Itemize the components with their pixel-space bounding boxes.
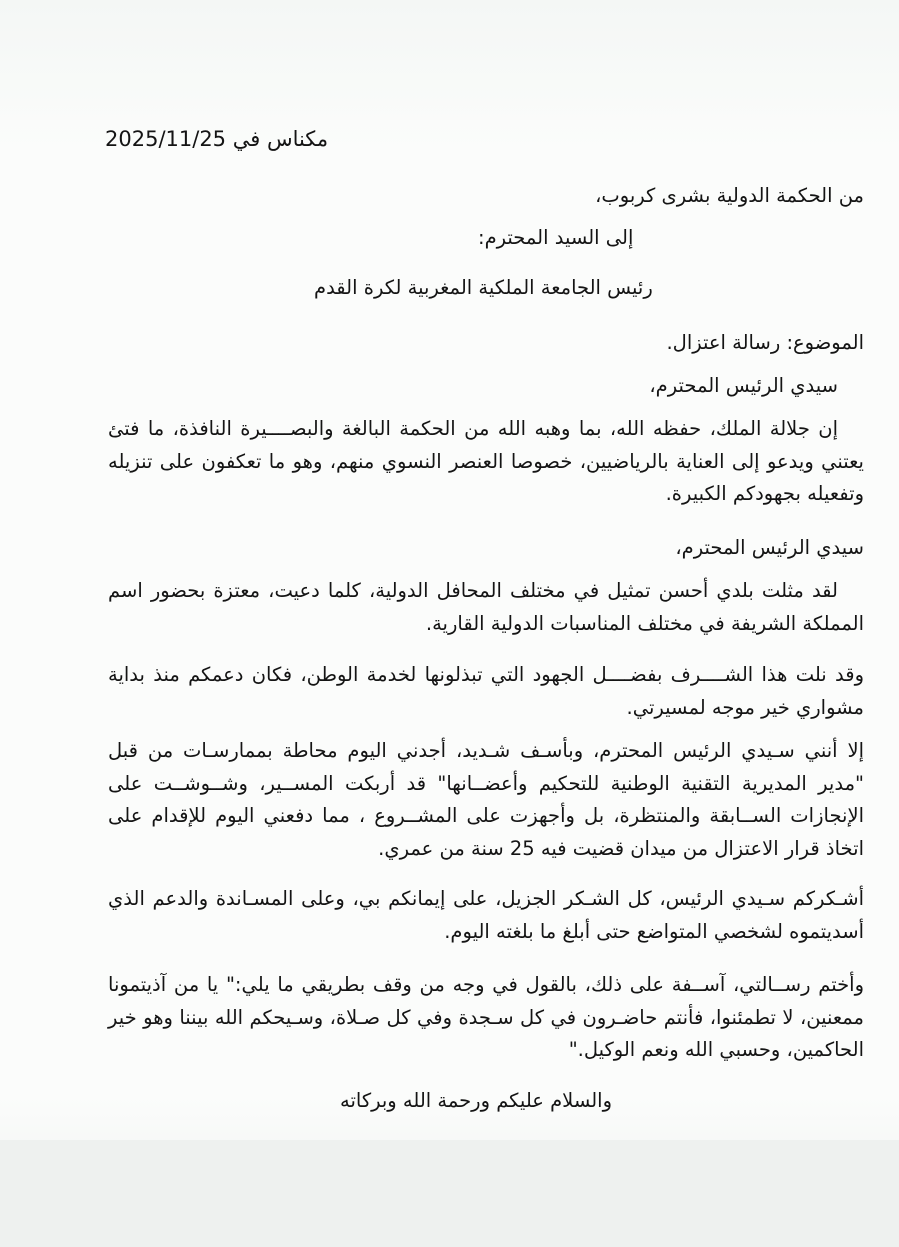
closing-line: والسلام عليكم ورحمة الله وبركاته xyxy=(340,1089,612,1112)
subject-line: الموضوع: رسالة اعتزال. xyxy=(666,331,864,354)
letter-date: مكناس في 2025/11/25 xyxy=(105,127,329,151)
paragraph-4: إلا أنني سـيدي الرئيس المحترم، وبأسـف شـديد، أجدني اليوم محاطة بممارسـات من قبل "مدير المديرية التقنية الوطنية للتحكيم وأعضــانها" قد أربكت المســير، وشــوشــت على الإنجازات الســابقة والمنتظرة، بل وأجهزت على المشــروع ، مما دفعني اليوم للإقدام على اتخاذ قرار الاعتزال من ميدان قضيت فيه 25 سنة من عمري. xyxy=(108,739,864,860)
paragraph-6: وأختم رســالتي، آســفة على ذلك، بالقول في وجه من وقف بطريقي ما يلي:" يا من آذيتمونا ممعنين، لا تطمئنوا، فأنتم حاضـرون في كل سـجدة وفي كل صـلاة، وسـيحكم الله بيننا وهو خير الحاكمين، وحسبي الله ونعم الوكيل." xyxy=(108,973,864,1061)
salutation-2: سيدي الرئيس المحترم، xyxy=(675,536,864,559)
paragraph-3: وقد نلت هذا الشــــرف بفضــــل الجهود التي تبذلونها لخدمة الوطن، فكان دعمكم منذ بداية مشواري خير موجه لمسيرتي. xyxy=(108,663,864,719)
addressee-line: إلى السيد المحترم: xyxy=(478,226,634,249)
salutation-1: سيدي الرئيس المحترم، xyxy=(649,374,838,397)
page-bottom-blank xyxy=(0,1140,899,1247)
sender-line: من الحكمة الدولية بشرى كربوب، xyxy=(595,184,864,207)
paragraph-5: أشـكركم سـيدي الرئيس، كل الشـكر الجزيل، على إيمانكم بي، وعلى المسـاندة والدعم الذي أسديتموه لشخصي المتواضع حتى أبلغ ما بلغته اليوم. xyxy=(108,887,864,943)
recipient-title: رئيس الجامعة الملكية المغربية لكرة القدم xyxy=(314,276,653,299)
paragraph-1: إن جلالة الملك، حفظه الله، بما وهبه الله من الحكمة البالغة والبصــــيرة النافذة، ما فتئ يعتني ويدعو إلى العناية بالرياضيين، خصوصا العنصر النسوي منهم، وهو ما تعكفون على تنزيله وتفعيله بجهودكم الكبيرة. xyxy=(108,417,864,505)
paragraph-2: لقد مثلت بلدي أحسن تمثيل في مختلف المحافل الدولية، كلما دعيت، معتزة بحضور اسم المملكة الشريفة في مختلف المناسبات الدولية القارية. xyxy=(108,579,864,635)
